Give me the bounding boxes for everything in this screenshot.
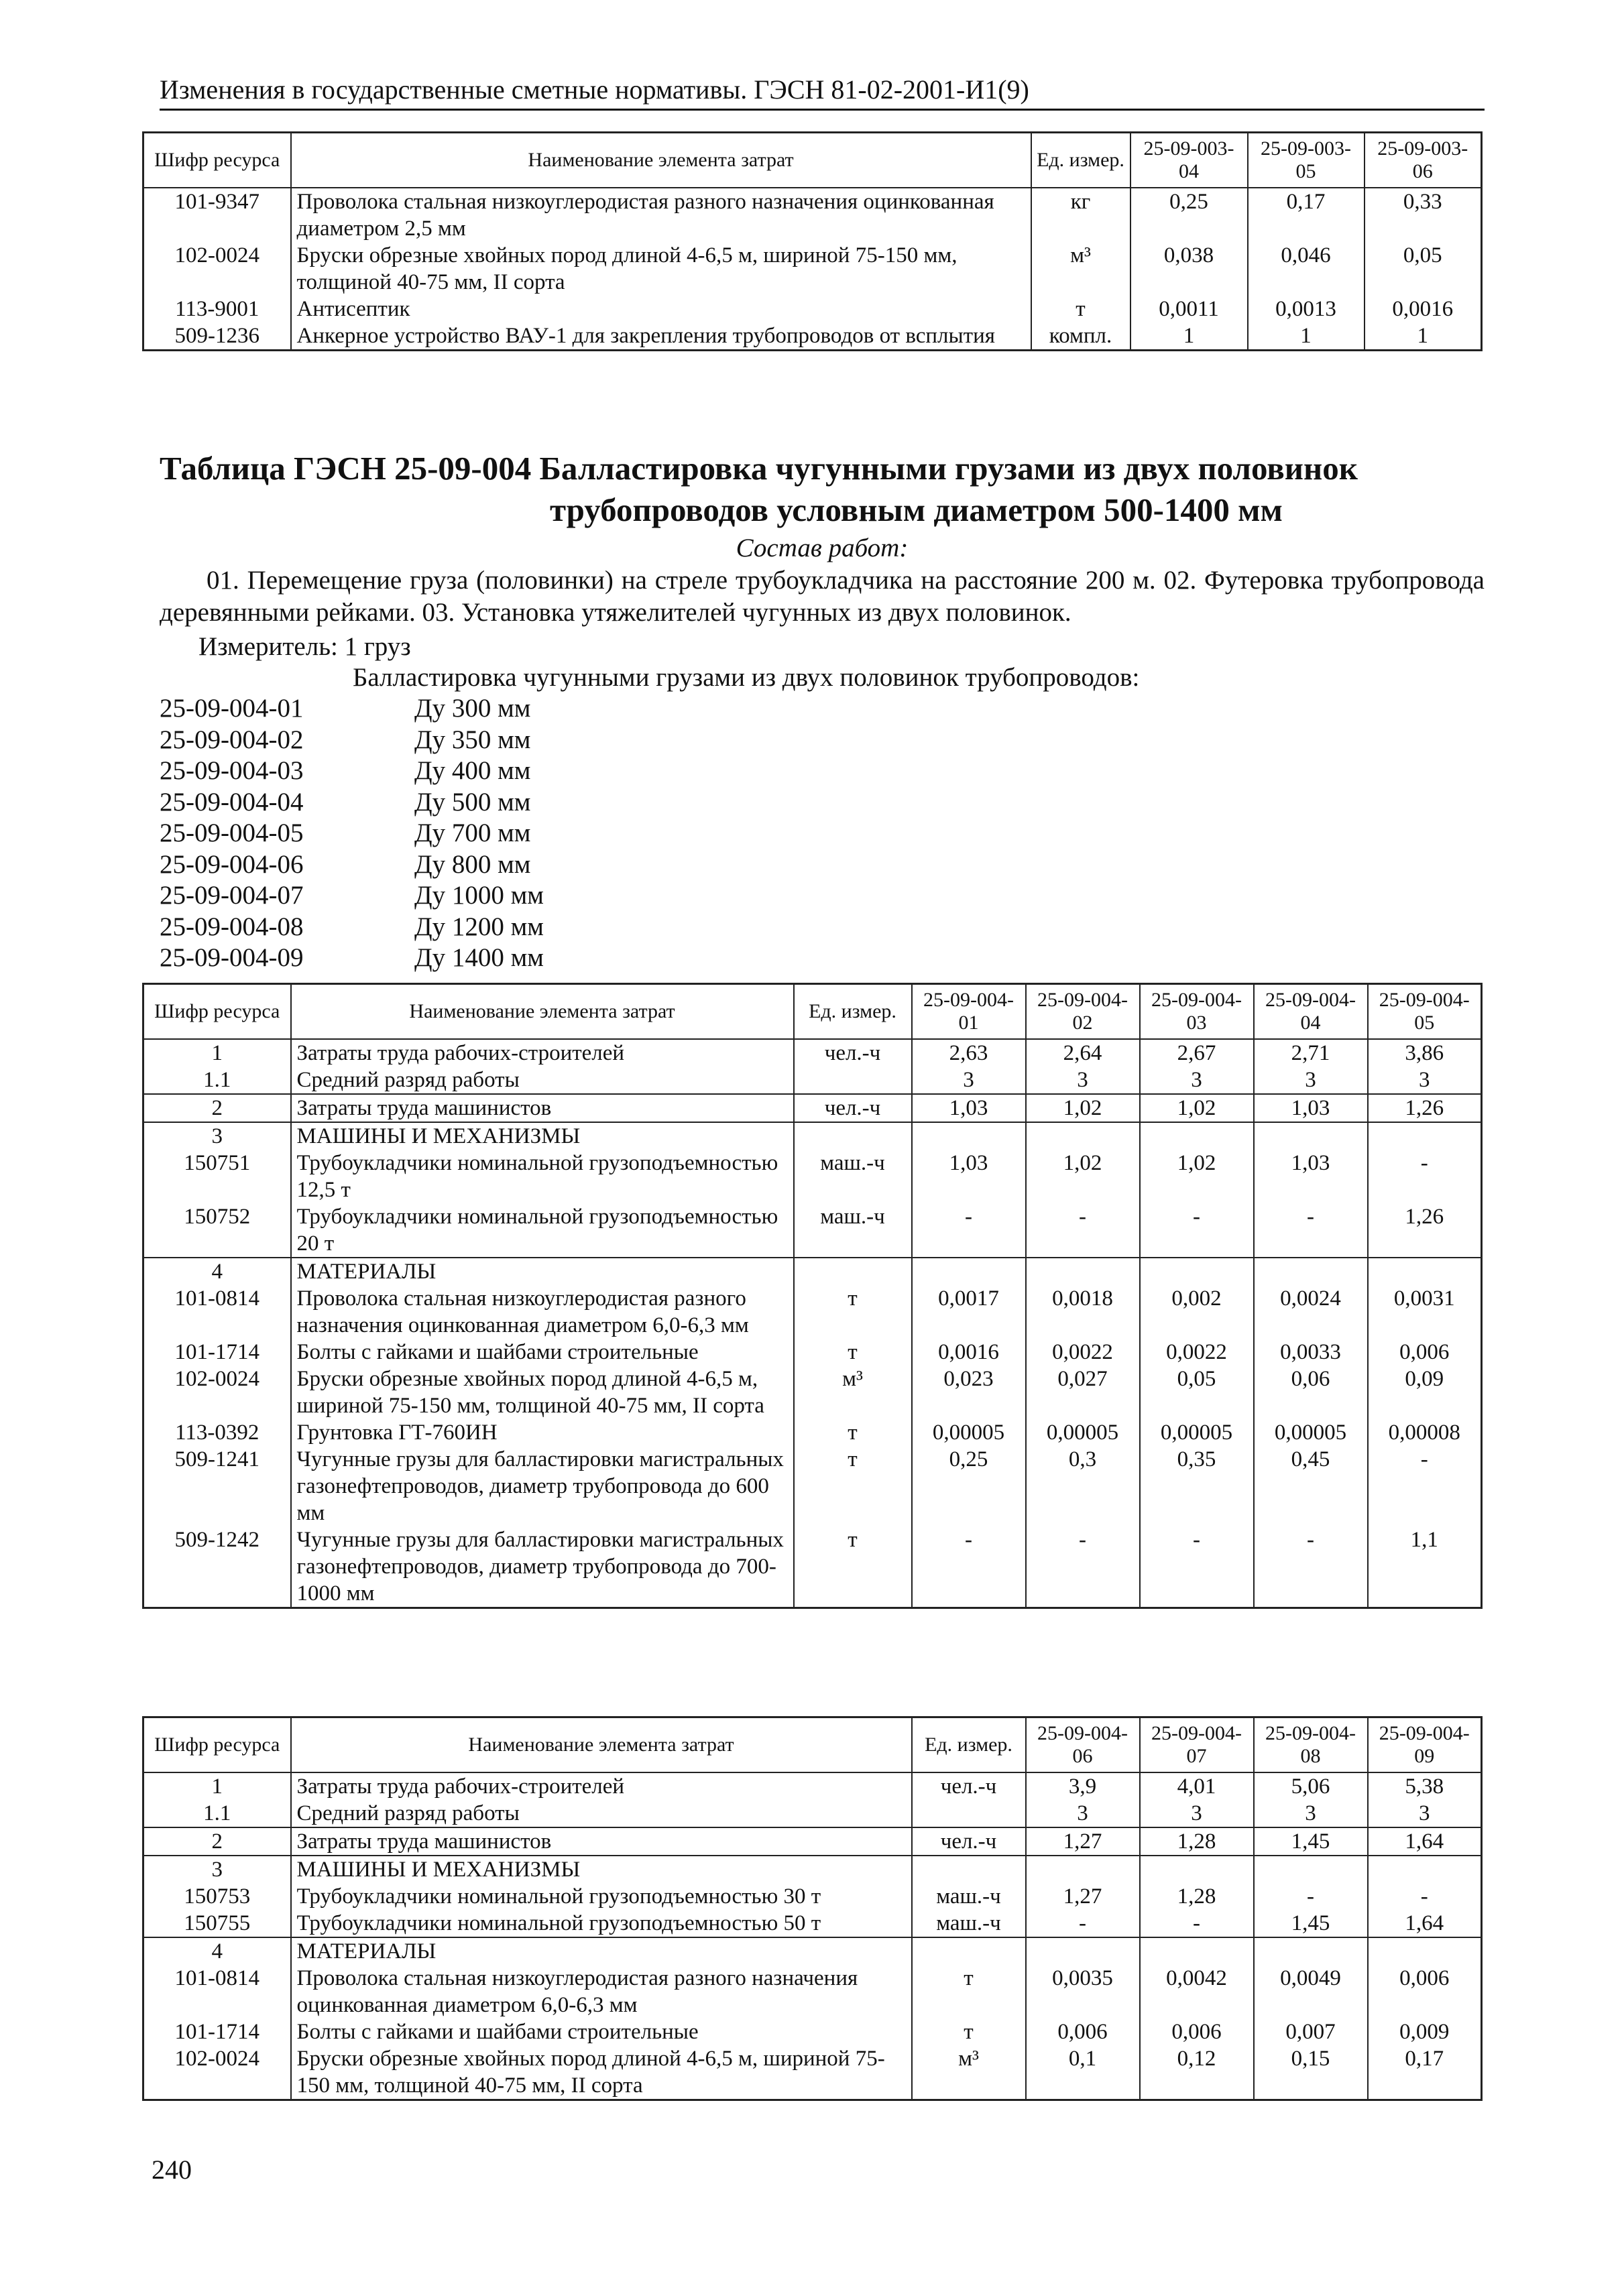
norm-value: 0,0011 xyxy=(1130,296,1248,322)
norm-value: 1,27 xyxy=(1026,1827,1140,1856)
resource-unit: т xyxy=(912,2018,1026,2045)
resource-table-004-a xyxy=(142,983,1483,1609)
norm-value: 0,25 xyxy=(1130,188,1248,242)
resource-code: 102-0024 xyxy=(143,1366,291,1419)
norm-value: 0,33 xyxy=(1365,188,1482,242)
table-row xyxy=(143,188,1482,242)
norm-value: 0,006 xyxy=(1026,2018,1140,2045)
norm-value: 3 xyxy=(912,1067,1026,1094)
norm-value: 0,05 xyxy=(1365,242,1482,296)
table-row xyxy=(143,296,1482,322)
norm-value: 1,03 xyxy=(1254,1150,1368,1203)
resource-unit: чел.-ч xyxy=(794,1039,912,1067)
norm-value: 0,00005 xyxy=(1254,1419,1368,1446)
section-row xyxy=(143,1122,1482,1150)
resource-unit xyxy=(912,1800,1026,1827)
norm-value: 1,03 xyxy=(912,1094,1026,1122)
header-unit: Ед. измер. xyxy=(912,1717,1026,1773)
resource-unit: т xyxy=(1031,296,1130,322)
norm-value: 2,63 xyxy=(912,1039,1026,1067)
norm-value: 0,002 xyxy=(1140,1285,1254,1339)
resource-code: 101-9347 xyxy=(143,188,291,242)
norm-value: 0,006 xyxy=(1368,1339,1482,1366)
norm-value: 0,0017 xyxy=(912,1285,1026,1339)
norm-desc: Ду 350 мм xyxy=(414,725,531,754)
resource-unit: чел.-ч xyxy=(794,1094,912,1122)
norm-value: 0,15 xyxy=(1254,2045,1368,2100)
resource-name: Трубоукладчики номинальной грузоподъемностью 20 т xyxy=(291,1203,794,1258)
resource-name: Бруски обрезные хвойных пород длиной 4-6,5 м, шириной 75-150 мм, толщиной 40-75 мм, II сорта xyxy=(291,242,1031,296)
resource-name: Затраты труда машинистов xyxy=(291,1094,794,1122)
norm-value: 0,0024 xyxy=(1254,1285,1368,1339)
table-row xyxy=(143,1446,1482,1526)
resource-name: Трубоукладчики номинальной грузоподъемностью 50 т xyxy=(291,1910,912,1937)
norm-value: 0,0022 xyxy=(1140,1339,1254,1366)
section-heading: МАШИНЫ И МЕХАНИЗМЫ xyxy=(291,1122,794,1150)
norm-value: 3 xyxy=(1254,1800,1368,1827)
norm-value: 0,027 xyxy=(1026,1366,1140,1419)
resource-name: Грунтовка ГТ-760ИН xyxy=(291,1419,794,1446)
norm-value: 0,25 xyxy=(912,1446,1026,1526)
resource-code: 3 xyxy=(143,1122,291,1150)
norm-value: 1,02 xyxy=(1026,1150,1140,1203)
norm-desc: Ду 700 мм xyxy=(414,819,531,847)
header-name: Наименование элемента затрат xyxy=(291,133,1031,188)
norm-value: - xyxy=(1026,1526,1140,1608)
norm-value: 3 xyxy=(1140,1800,1254,1827)
resource-unit: м³ xyxy=(912,2045,1026,2100)
resource-unit: маш.-ч xyxy=(912,1910,1026,1937)
norm-value: 0,006 xyxy=(1368,1965,1482,2018)
section-heading: МАШИНЫ И МЕХАНИЗМЫ xyxy=(291,1856,912,1883)
header-unit: Ед. измер. xyxy=(794,984,912,1040)
norm-code: 25-09-004-06 xyxy=(160,849,304,879)
resource-code: 2 xyxy=(143,1094,291,1122)
norm-value: 3 xyxy=(1026,1800,1140,1827)
resource-name: Трубоукладчики номинальной грузоподъемностью 30 т xyxy=(291,1883,912,1910)
table-row xyxy=(143,1772,1482,1800)
norm-value: 3,9 xyxy=(1026,1772,1140,1800)
norm-value: 0,05 xyxy=(1140,1366,1254,1419)
section-heading: МАТЕРИАЛЫ xyxy=(291,1937,912,1965)
section-row xyxy=(143,1937,1482,1965)
norm-value: - xyxy=(912,1203,1026,1258)
norm-value: 3,86 xyxy=(1368,1039,1482,1067)
norm-value: 0,00008 xyxy=(1368,1419,1482,1446)
norm-value: 5,06 xyxy=(1254,1772,1368,1800)
table-row xyxy=(143,1827,1482,1856)
norm-code: 25-09-004-02 xyxy=(160,725,304,754)
resource-code: 102-0024 xyxy=(143,2045,291,2100)
resource-name: Бруски обрезные хвойных пород длиной 4-6,5 м, шириной 75-150 мм, толщиной 40-75 мм, II сорта xyxy=(291,2045,912,2100)
table-row xyxy=(143,1285,1482,1339)
norm-value: 0,06 xyxy=(1254,1366,1368,1419)
resource-name: Бруски обрезные хвойных пород длиной 4-6,5 м, шириной 75-150 мм, толщиной 40-75 мм, II сорта xyxy=(291,1366,794,1419)
norm-value: 0,009 xyxy=(1368,2018,1482,2045)
table-row xyxy=(143,2018,1482,2045)
resource-code: 150752 xyxy=(143,1203,291,1258)
norm-value: 3 xyxy=(1368,1800,1482,1827)
norm-value: - xyxy=(1140,1526,1254,1608)
list-item xyxy=(160,693,544,725)
norm-desc: Ду 300 мм xyxy=(414,694,531,723)
norm-value: 1,26 xyxy=(1368,1094,1482,1122)
resource-unit: м³ xyxy=(794,1366,912,1419)
norm-value: 0,0018 xyxy=(1026,1285,1140,1339)
resource-code: 1 xyxy=(143,1039,291,1067)
table-row xyxy=(143,1883,1482,1910)
table-row xyxy=(143,1366,1482,1419)
resource-unit: т xyxy=(794,1526,912,1608)
resource-unit: маш.-ч xyxy=(794,1150,912,1203)
norm-value: 0,3 xyxy=(1026,1446,1140,1526)
resource-code: 113-0392 xyxy=(143,1419,291,1446)
norm-value: 0,45 xyxy=(1254,1446,1368,1526)
header-name: Наименование элемента затрат xyxy=(291,1717,912,1773)
section-title-line-1: Таблица ГЭСН 25-09-004 Балластировка чугунными грузами из двух половинок xyxy=(160,450,1358,487)
table-row xyxy=(143,1067,1482,1094)
norm-code: 25-09-004-07 xyxy=(160,881,304,910)
header-unit: Ед. измер. xyxy=(1031,133,1130,188)
norm-code: 25-09-004-08 xyxy=(160,912,304,941)
norm-value: 0,0022 xyxy=(1026,1339,1140,1366)
resource-unit: т xyxy=(794,1339,912,1366)
resource-code: 509-1241 xyxy=(143,1446,291,1526)
norm-value: 1,02 xyxy=(1140,1150,1254,1203)
norm-value: 0,038 xyxy=(1130,242,1248,296)
header-code: Шифр ресурса xyxy=(143,133,291,188)
table-row xyxy=(143,1910,1482,1937)
norm-value: 1,03 xyxy=(912,1150,1026,1203)
resource-table-004-b xyxy=(142,1716,1483,2101)
resource-code: 150755 xyxy=(143,1910,291,1937)
norm-desc: Ду 800 мм xyxy=(414,849,531,879)
resource-unit: чел.-ч xyxy=(912,1772,1026,1800)
header-norm-col: 25-09-004-04 xyxy=(1254,984,1368,1040)
norm-value: 1,45 xyxy=(1254,1827,1368,1856)
norm-desc: Ду 1000 мм xyxy=(414,881,544,910)
table-row xyxy=(143,322,1482,351)
norm-value: 0,35 xyxy=(1140,1446,1254,1526)
resource-unit: м³ xyxy=(1031,242,1130,296)
norm-value: 1,02 xyxy=(1140,1094,1254,1122)
resource-code: 1.1 xyxy=(143,1800,291,1827)
norm-desc: Ду 400 мм xyxy=(414,756,531,785)
header-norm-col: 25-09-003-04 xyxy=(1130,133,1248,188)
section-row xyxy=(143,1258,1482,1285)
resource-table-003 xyxy=(142,131,1483,351)
list-item xyxy=(160,912,544,943)
resource-name: Проволока стальная низкоуглеродистая разного назначения оцинкованная диаметром 2,5 мм xyxy=(291,188,1031,242)
resource-code: 509-1236 xyxy=(143,322,291,351)
table-row xyxy=(143,1339,1482,1366)
norm-code: 25-09-004-05 xyxy=(160,819,304,847)
resource-code: 102-0024 xyxy=(143,242,291,296)
list-item xyxy=(160,880,544,912)
section-row xyxy=(143,1856,1482,1883)
header-norm-col: 25-09-004-01 xyxy=(912,984,1026,1040)
norm-value: 4,01 xyxy=(1140,1772,1254,1800)
norm-value: 1,45 xyxy=(1254,1910,1368,1937)
norm-desc: Ду 500 мм xyxy=(414,787,531,817)
norm-code: 25-09-004-04 xyxy=(160,787,304,817)
norm-value: 0,0031 xyxy=(1368,1285,1482,1339)
list-item xyxy=(160,943,544,974)
resource-unit: кг xyxy=(1031,188,1130,242)
section-title-line-2: трубопроводов условным диаметром 500-1400 мм xyxy=(550,491,1283,528)
norm-value: 1,28 xyxy=(1140,1883,1254,1910)
norm-value: 0,046 xyxy=(1248,242,1365,296)
norm-value: 3 xyxy=(1254,1067,1368,1094)
resource-code: 101-0814 xyxy=(143,1285,291,1339)
resource-code: 3 xyxy=(143,1856,291,1883)
header-name: Наименование элемента затрат xyxy=(291,984,794,1040)
header-code: Шифр ресурса xyxy=(143,1717,291,1773)
norm-value: 1,64 xyxy=(1368,1910,1482,1937)
norm-value: 0,0016 xyxy=(1365,296,1482,322)
norm-value: 0,0035 xyxy=(1026,1965,1140,2018)
resource-code: 101-0814 xyxy=(143,1965,291,2018)
page-number: 240 xyxy=(152,2155,192,2185)
header-norm-col: 25-09-004-08 xyxy=(1254,1717,1368,1773)
header-norm-col: 25-09-004-09 xyxy=(1368,1717,1482,1773)
norm-value: 0,0016 xyxy=(912,1339,1026,1366)
list-item xyxy=(160,725,544,756)
norm-value: 1,03 xyxy=(1254,1094,1368,1122)
list-item xyxy=(160,787,544,819)
resource-unit: маш.-ч xyxy=(912,1883,1026,1910)
resource-unit: чел.-ч xyxy=(912,1827,1026,1856)
meter-line: Измеритель: 1 груз xyxy=(198,632,411,661)
resource-code: 101-1714 xyxy=(143,2018,291,2045)
norm-code: 25-09-004-09 xyxy=(160,943,304,972)
norm-value: - xyxy=(1254,1883,1368,1910)
resource-unit: т xyxy=(794,1446,912,1526)
resource-unit: маш.-ч xyxy=(794,1203,912,1258)
composition-heading: Состав работ: xyxy=(736,534,909,562)
norm-desc: Ду 1200 мм xyxy=(414,912,544,941)
composition-text: 01. Перемещение груза (половинки) на стреле трубоукладчика на расстояние 200 м. 02. Футеровка трубопровода деревянными рейками. 03. Установка утяжелителей чугунных из двух половинок. xyxy=(160,566,1485,627)
header-norm-col: 25-09-004-05 xyxy=(1368,984,1482,1040)
table-row xyxy=(143,2045,1482,2100)
norm-value: 0,00005 xyxy=(912,1419,1026,1446)
section-heading: МАТЕРИАЛЫ xyxy=(291,1258,794,1285)
section-title xyxy=(160,448,1485,531)
resource-unit: т xyxy=(912,1965,1026,2018)
resource-unit xyxy=(794,1067,912,1094)
norm-code: 25-09-004-01 xyxy=(160,694,304,723)
norm-value: - xyxy=(1140,1910,1254,1937)
norm-value: 1,27 xyxy=(1026,1883,1140,1910)
norm-value: 0,023 xyxy=(912,1366,1026,1419)
norm-value: - xyxy=(1368,1446,1482,1526)
norm-value: 1 xyxy=(1365,322,1482,351)
norm-value: 3 xyxy=(1368,1067,1482,1094)
table-row xyxy=(143,1419,1482,1446)
norm-value: - xyxy=(1254,1203,1368,1258)
norm-value: - xyxy=(1368,1150,1482,1203)
resource-name: Затраты труда рабочих-строителей xyxy=(291,1039,794,1067)
list-item xyxy=(160,849,544,881)
norm-value: 0,1 xyxy=(1026,2045,1140,2100)
norm-value: 0,09 xyxy=(1368,1366,1482,1419)
norm-value: 1 xyxy=(1248,322,1365,351)
resource-name: Проволока стальная низкоуглеродистая разного назначения оцинкованная диаметром 6,0-6,3 мм xyxy=(291,1965,912,2018)
norm-value: - xyxy=(1140,1203,1254,1258)
resource-unit: т xyxy=(794,1419,912,1446)
resource-name: Проволока стальная низкоуглеродистая разного назначения оцинкованная диаметром 6,0-6,3 мм xyxy=(291,1285,794,1339)
header-code: Шифр ресурса xyxy=(143,984,291,1040)
list-item xyxy=(160,756,544,787)
resource-code: 101-1714 xyxy=(143,1339,291,1366)
norm-list xyxy=(160,693,544,974)
resource-name: Чугунные грузы для балластировки магистральных газонефтепроводов, диаметр трубопровода до 700-1000 мм xyxy=(291,1526,794,1608)
resource-name: Анкерное устройство ВАУ-1 для закрепления трубопроводов от всплытия xyxy=(291,322,1031,351)
resource-name: Чугунные грузы для балластировки магистральных газонефтепроводов, диаметр трубопровода до 600 мм xyxy=(291,1446,794,1526)
norm-value: 0,0042 xyxy=(1140,1965,1254,2018)
norm-value: 3 xyxy=(1026,1067,1140,1094)
resource-code: 509-1242 xyxy=(143,1526,291,1608)
table-row xyxy=(143,1800,1482,1827)
norm-value: 1,64 xyxy=(1368,1827,1482,1856)
norm-value: 2,71 xyxy=(1254,1039,1368,1067)
norm-value: 0,12 xyxy=(1140,2045,1254,2100)
norm-value: 5,38 xyxy=(1368,1772,1482,1800)
resource-code: 4 xyxy=(143,1937,291,1965)
norm-value: 1,02 xyxy=(1026,1094,1140,1122)
norm-value: 0,0013 xyxy=(1248,296,1365,322)
running-header: Изменения в государственные сметные нормативы. ГЭСН 81-02-2001-И1(9) xyxy=(160,72,1485,111)
norm-value: 1,28 xyxy=(1140,1827,1254,1856)
norm-value: 3 xyxy=(1140,1067,1254,1094)
resource-unit: компл. xyxy=(1031,322,1130,351)
table-row xyxy=(143,242,1482,296)
resource-code: 2 xyxy=(143,1827,291,1856)
norm-value: - xyxy=(1368,1883,1482,1910)
table-row xyxy=(143,1203,1482,1258)
resource-name: Антисептик xyxy=(291,296,1031,322)
resource-unit: т xyxy=(794,1285,912,1339)
norm-value: - xyxy=(912,1526,1026,1608)
table-row xyxy=(143,1039,1482,1067)
resource-name: Затраты труда рабочих-строителей xyxy=(291,1772,912,1800)
resource-name: Средний разряд работы xyxy=(291,1067,794,1094)
resource-code: 1 xyxy=(143,1772,291,1800)
resource-name: Болты с гайками и шайбами строительные xyxy=(291,1339,794,1366)
group-caption: Балластировка чугунными грузами из двух половинок трубопроводов: xyxy=(353,663,1140,692)
norm-value: 0,007 xyxy=(1254,2018,1368,2045)
table-row xyxy=(143,1526,1482,1608)
resource-code: 1.1 xyxy=(143,1067,291,1094)
norm-value: 0,0049 xyxy=(1254,1965,1368,2018)
norm-value: 0,006 xyxy=(1140,2018,1254,2045)
resource-code: 150751 xyxy=(143,1150,291,1203)
header-norm-col: 25-09-003-05 xyxy=(1248,133,1365,188)
table-row xyxy=(143,1094,1482,1122)
header-norm-col: 25-09-004-02 xyxy=(1026,984,1140,1040)
header-norm-col: 25-09-003-06 xyxy=(1365,133,1482,188)
resource-code: 150753 xyxy=(143,1883,291,1910)
header-norm-col: 25-09-004-06 xyxy=(1026,1717,1140,1773)
norm-value: - xyxy=(1026,1203,1140,1258)
norm-value: - xyxy=(1254,1526,1368,1608)
resource-name: Средний разряд работы xyxy=(291,1800,912,1827)
header-norm-col: 25-09-004-07 xyxy=(1140,1717,1254,1773)
resource-name: Затраты труда машинистов xyxy=(291,1827,912,1856)
resource-code: 4 xyxy=(143,1258,291,1285)
norm-value: 0,00005 xyxy=(1140,1419,1254,1446)
norm-code: 25-09-004-03 xyxy=(160,756,304,785)
norm-value: 2,64 xyxy=(1026,1039,1140,1067)
header-norm-col: 25-09-004-03 xyxy=(1140,984,1254,1040)
norm-value: - xyxy=(1026,1910,1140,1937)
norm-desc: Ду 1400 мм xyxy=(414,943,544,972)
table-row xyxy=(143,1965,1482,2018)
list-item xyxy=(160,818,544,849)
resource-code: 113-9001 xyxy=(143,296,291,322)
norm-value: 0,00005 xyxy=(1026,1419,1140,1446)
norm-value: 1 xyxy=(1130,322,1248,351)
norm-value: 0,17 xyxy=(1368,2045,1482,2100)
norm-value: 2,67 xyxy=(1140,1039,1254,1067)
norm-value: 0,0033 xyxy=(1254,1339,1368,1366)
norm-value: 1,26 xyxy=(1368,1203,1482,1258)
table-row xyxy=(143,1150,1482,1203)
norm-value: 1,1 xyxy=(1368,1526,1482,1608)
norm-value: 0,17 xyxy=(1248,188,1365,242)
resource-name: Трубоукладчики номинальной грузоподъемностью 12,5 т xyxy=(291,1150,794,1203)
resource-name: Болты с гайками и шайбами строительные xyxy=(291,2018,912,2045)
